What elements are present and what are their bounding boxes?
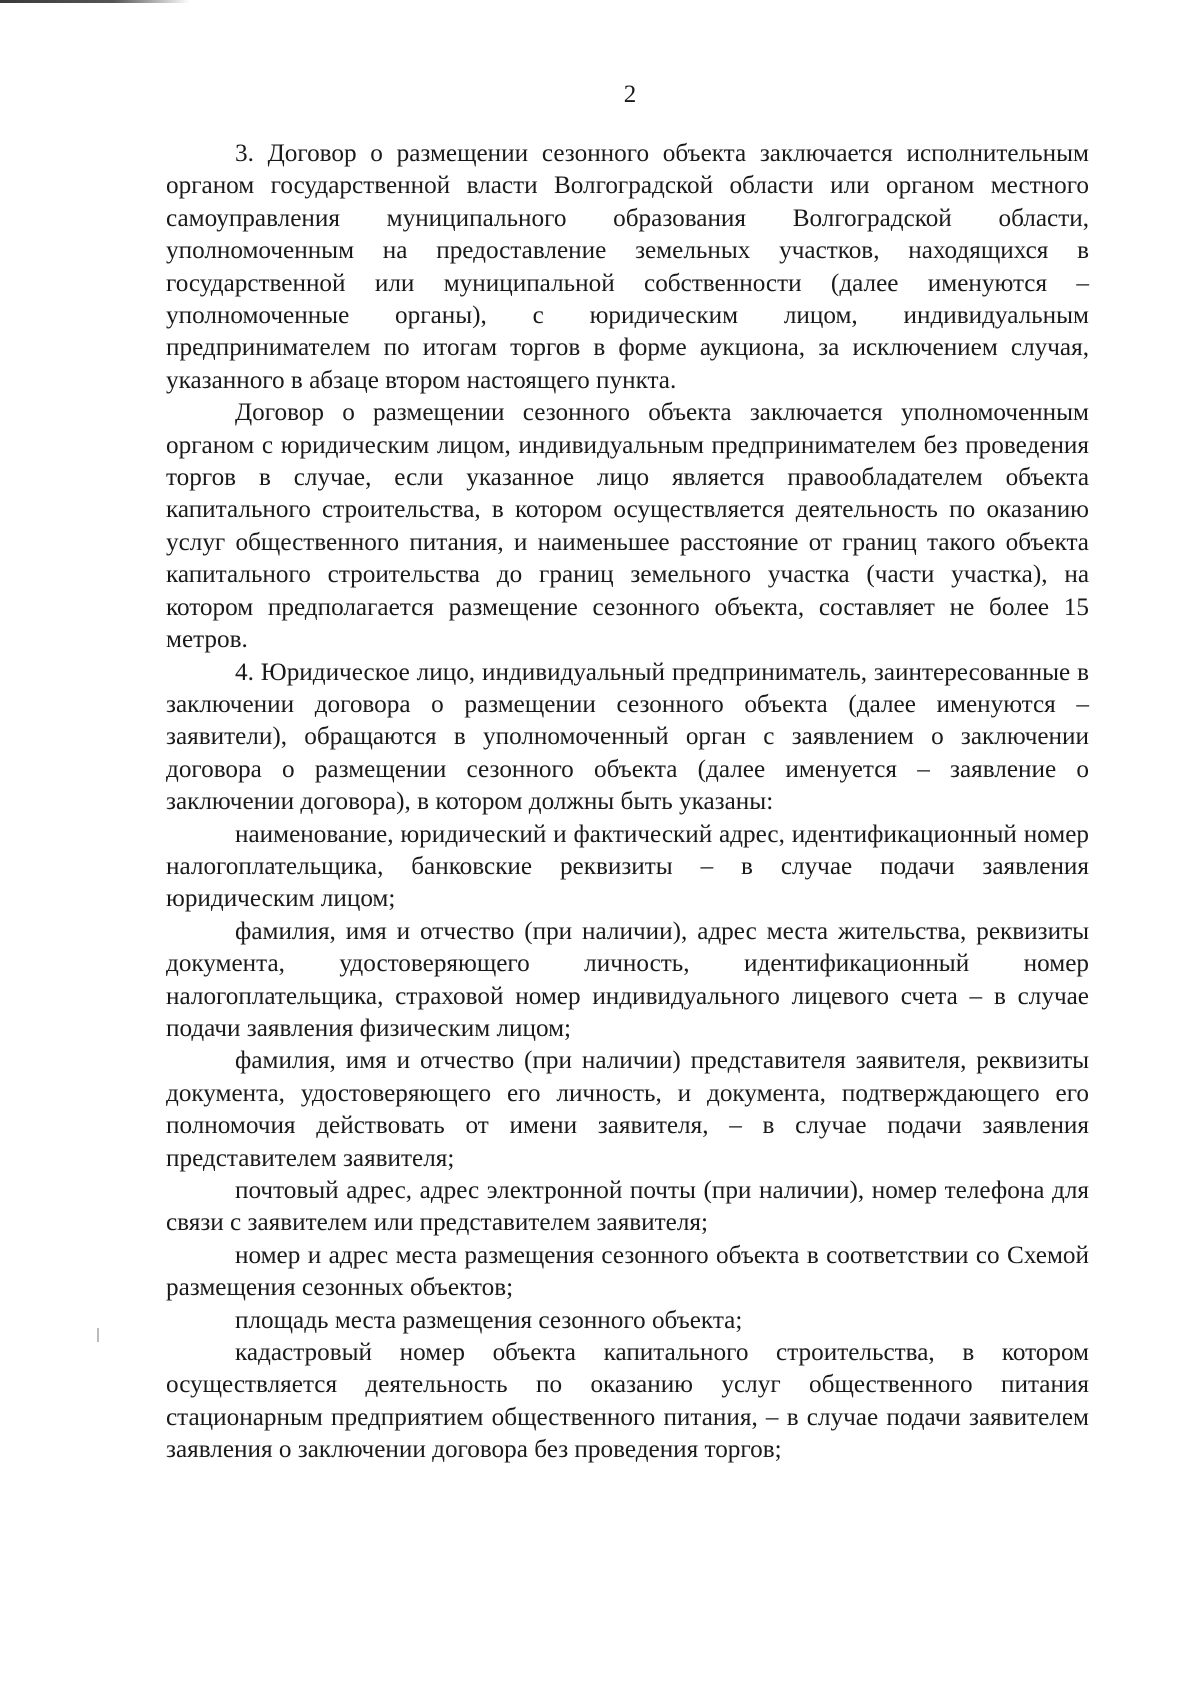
list-item-place-area: площадь места размещения сезонного объекта; <box>235 1306 743 1334</box>
paragraph-clause-4: 4. Юридическое лицо, индивидуальный предприниматель, заинтересованные в заключении договора о размещении сезонного объекта (далее именуются – заявители), обращаются в уполномоченный орган с заявлением о заключении договора о размещении сезонного объекта (далее именуется – заявление о заключении договора), в котором должны быть указаны: <box>166 658 1089 816</box>
page-number: 2 <box>623 81 637 108</box>
scan-edge-mark <box>0 0 190 3</box>
list-item-cadastral-number: кадастровый номер объекта капитального строительства, в котором осуществляется деятельность по оказанию услуг общественного питания стационарным предприятием общественного питания, – в случае подачи заявителем заявления о заключении договора без проведения торгов; <box>166 1339 1089 1464</box>
list-item-individual: фамилия, имя и отчество (при наличии), адрес места жительства, реквизиты документа, удостоверяющего личность, идентификационный номер налогоплательщика, страховой номер индивидуального лицевого счета – в случае подачи заявления физическим лицом; <box>166 917 1089 1042</box>
list-item-contacts: почтовый адрес, адрес электронной почты (при наличии), номер телефона для связи с заявителем или представителем заявителя; <box>166 1177 1089 1237</box>
list-item-representative: фамилия, имя и отчество (при наличии) представителя заявителя, реквизиты документа, удостоверяющего его личность, и документа, подтверждающего его полномочия действовать от имени заявителя, – в случае подачи заявления представителем заявителя; <box>166 1047 1089 1172</box>
document-body <box>166 138 1089 1467</box>
paragraph-clause-3: 3. Договор о размещении сезонного объекта заключается исполнительным органом государственной власти Волгоградской области или органом местного самоуправления муниципального образования Волгоградской области, уполномоченным на предоставление земельных участков, находящихся в государственной или муниципальной собственности (далее именуются – уполномоченные органы), с юридическим лицом, индивидуальным предпринимателем по итогам торгов в форме аукциона, за исключением случая, указанного в абзаце втором настоящего пункта. <box>166 140 1089 394</box>
paragraph-clause-3-second: Договор о размещении сезонного объекта заключается уполномоченным органом с юридическим лицом, индивидуальным предпринимателем без проведения торгов в случае, если указанное лицо является правообладателем объекта капитального строительства, в котором осуществляется деятельность по оказанию услуг общественного питания, и наименьшее расстояние от границ такого объекта капитального строительства до границ земельного участка (части участка), на котором предполагается размещение сезонного объекта, составляет не более 15 метров. <box>166 399 1089 654</box>
list-item-legal-entity: наименование, юридический и фактический адрес, идентификационный номер налогоплательщика, банковские реквизиты – в случае подачи заявления юридическим лицом; <box>166 820 1089 913</box>
scan-speck <box>97 1328 99 1342</box>
list-item-place-number: номер и адрес места размещения сезонного объекта в соответствии со Схемой размещения сезонных объектов; <box>166 1241 1089 1302</box>
